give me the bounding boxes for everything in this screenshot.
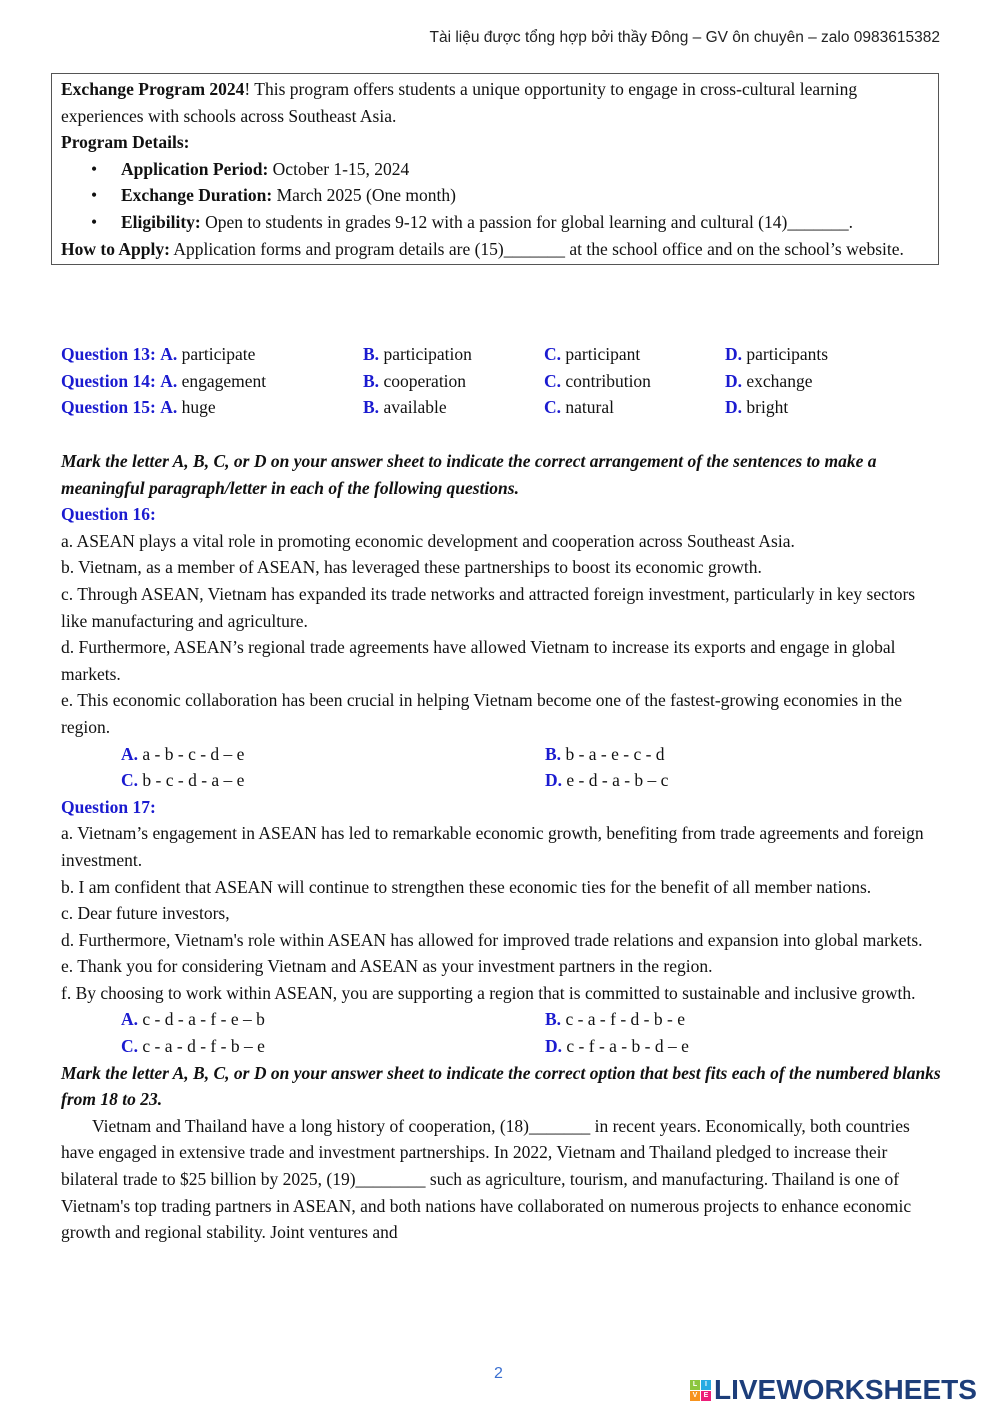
detail-label: Application Period: — [121, 158, 269, 179]
option-text[interactable]: engagement — [177, 370, 267, 391]
option-text: c - a - d - f - b – e — [138, 1036, 265, 1057]
option-a[interactable] — [121, 741, 545, 768]
option-c[interactable] — [121, 1033, 545, 1060]
option-text[interactable]: huge — [177, 397, 216, 418]
option-letter: A. — [160, 397, 178, 418]
cloze-passage: Vietnam and Thailand have a long history of cooperation, (18)_______ in recent years. Economically, both countries have engaged in extensive trade and investment partnerships. In 2022, Vietnam and Thailand pledged to increase their bilateral trade to $25 billion by 2025, (19)________ such as agriculture, tourism, and manufacturing. Thailand is one of Vietnam's top trading partners in ASEAN, and both nations have collaborated on numerous projects to enhance economic growth and regional stability. Joint ventures and — [61, 1115, 912, 1243]
option-letter: B. — [545, 743, 562, 764]
sentence: e. Thank you for considering Vietnam and ASEAN as your investment partners in the region. — [61, 956, 713, 977]
apply-text: Application forms and program details are (15)_______ at the school office and on the school’s website. — [169, 238, 904, 259]
option-text[interactable]: available — [379, 397, 447, 418]
q16-options-row-1 — [61, 741, 941, 768]
sentence: a. ASEAN plays a vital role in promoting economic development and cooperation across Southeast Asia. — [61, 530, 795, 551]
option-text: c - f - a - b - d – e — [562, 1036, 689, 1057]
sentence: b. Vietnam, as a member of ASEAN, has leveraged these partnerships to boost its economic growth. — [61, 557, 762, 578]
option-a[interactable] — [121, 1006, 545, 1033]
option-text: b - a - e - c - d — [561, 743, 665, 764]
question-15 — [61, 394, 828, 421]
option-letter: A. — [121, 1009, 139, 1030]
option-letter: B. — [363, 397, 380, 418]
option-letter: A. — [160, 370, 178, 391]
sentence: e. This economic collaboration has been crucial in helping Vietnam become one of the fastest-growing economies in the region. — [61, 690, 902, 737]
logo-tiles-icon — [690, 1380, 711, 1401]
how-to-apply — [61, 236, 938, 263]
option-letter: D. — [725, 370, 743, 391]
option-letter: C. — [544, 397, 562, 418]
option-text: e - d - a - b – c — [562, 770, 669, 791]
question-17-title: Question 17: — [61, 796, 156, 817]
notice-intro — [61, 76, 938, 129]
logo-tile: I — [701, 1380, 711, 1390]
liveworksheets-logo — [690, 1374, 977, 1406]
option-text[interactable]: contribution — [561, 370, 651, 391]
option-letter: D. — [545, 1036, 563, 1057]
option-d[interactable] — [545, 1033, 689, 1060]
mc-questions — [61, 341, 828, 421]
detail-text: Open to students in grades 9-12 with a passion for global learning and cultural (14)_______. — [200, 211, 853, 232]
option-text[interactable]: participation — [379, 344, 472, 364]
question-label: Question 14: — [61, 370, 156, 391]
details-heading: Program Details: — [61, 132, 190, 153]
main-content — [61, 448, 941, 1246]
q17-options-row-1 — [61, 1006, 941, 1033]
option-b[interactable] — [545, 1006, 685, 1033]
page-header: Tài liệu được tổng hợp bởi thầy Đông – GV ôn chuyên – zalo 0983615382 — [429, 29, 940, 46]
q16-options-row-2 — [61, 767, 941, 794]
option-text[interactable]: exchange — [742, 370, 813, 391]
logo-tile: V — [690, 1391, 700, 1401]
option-text[interactable]: cooperation — [379, 370, 467, 391]
option-text[interactable]: participant — [561, 344, 641, 364]
sentence: b. I am confident that ASEAN will continue to strengthen these economic ties for the benefit of all member nations. — [61, 876, 872, 897]
notice-box — [51, 73, 939, 265]
detail-label: Eligibility: — [121, 211, 201, 232]
option-text[interactable]: natural — [561, 397, 614, 418]
option-text: b - c - d - a – e — [138, 770, 245, 791]
option-letter: C. — [121, 1036, 139, 1057]
option-text: c - a - f - d - b - e — [561, 1009, 685, 1030]
logo-tile: E — [701, 1391, 711, 1401]
option-letter: D. — [725, 397, 743, 418]
option-letter: A. — [121, 743, 139, 764]
logo-text: LIVEWORKSHEETS — [714, 1374, 977, 1405]
sentence: a. Vietnam’s engagement in ASEAN has led to remarkable economic growth, benefiting from trade agreements and foreign investment. — [61, 823, 924, 870]
option-text[interactable]: participate — [177, 344, 256, 364]
detail-item — [121, 156, 938, 183]
sentence: d. Furthermore, ASEAN’s regional trade agreements have allowed Vietnam to increase its exports and engage in global markets. — [61, 637, 896, 684]
sentence: c. Dear future investors, — [61, 903, 230, 924]
details-list — [61, 156, 938, 236]
option-letter: B. — [545, 1009, 562, 1030]
option-text[interactable]: participants — [742, 344, 829, 364]
option-letter: C. — [544, 370, 562, 391]
sentence: f. By choosing to work within ASEAN, you are supporting a region that is committed to sustainable and inclusive growth. — [61, 982, 916, 1003]
option-b[interactable] — [545, 741, 665, 768]
option-text: c - d - a - f - e – b — [138, 1009, 265, 1030]
question-16-title: Question 16: — [61, 504, 156, 525]
option-letter: D. — [725, 344, 743, 364]
program-title: Exchange Program 2024 — [61, 79, 245, 99]
detail-item — [121, 182, 938, 209]
option-letter: C. — [544, 344, 562, 364]
detail-item — [121, 209, 938, 236]
question-13 — [61, 341, 828, 368]
option-letter: B. — [363, 370, 380, 391]
page-number: 2 — [494, 1365, 503, 1382]
q17-options-row-2 — [61, 1033, 941, 1060]
option-c[interactable] — [121, 767, 545, 794]
sentence: c. Through ASEAN, Vietnam has expanded its trade networks and attracted foreign investment, particularly in key sectors like manufacturing and agriculture. — [61, 583, 916, 631]
apply-label: How to Apply: — [61, 238, 170, 259]
question-14 — [61, 368, 828, 395]
question-label: Question 15: — [61, 397, 156, 418]
option-letter: D. — [545, 770, 563, 791]
sentence: d. Furthermore, Vietnam's role within ASEAN has allowed for improved trade relations and expansion into global markets. — [61, 929, 923, 950]
option-d[interactable] — [545, 767, 668, 794]
option-letter: B. — [363, 344, 380, 364]
intro-text: ! This program offers students a unique opportunity to engage in cross-cultural learning experiences with schools across Southeast Asia. — [61, 79, 858, 126]
option-letter: C. — [121, 770, 139, 791]
option-letter: A. — [160, 344, 178, 364]
option-text: a - b - c - d – e — [138, 743, 245, 764]
option-text[interactable]: bright — [742, 397, 789, 418]
detail-label: Exchange Duration: — [121, 185, 273, 206]
instruction-arrangement: Mark the letter A, B, C, or D on your answer sheet to indicate the correct arrangement of the sentences to make a meaningful paragraph/letter in each of the following questions. — [61, 451, 877, 498]
logo-tile: L — [690, 1380, 700, 1390]
detail-text: March 2025 (One month) — [272, 185, 456, 206]
question-label: Question 13: — [61, 344, 156, 364]
instruction-cloze: Mark the letter A, B, C, or D on your answer sheet to indicate the correct option that best fits each of the numbered blanks from 18 to 23. — [61, 1062, 941, 1110]
detail-text: October 1-15, 2024 — [268, 158, 410, 179]
